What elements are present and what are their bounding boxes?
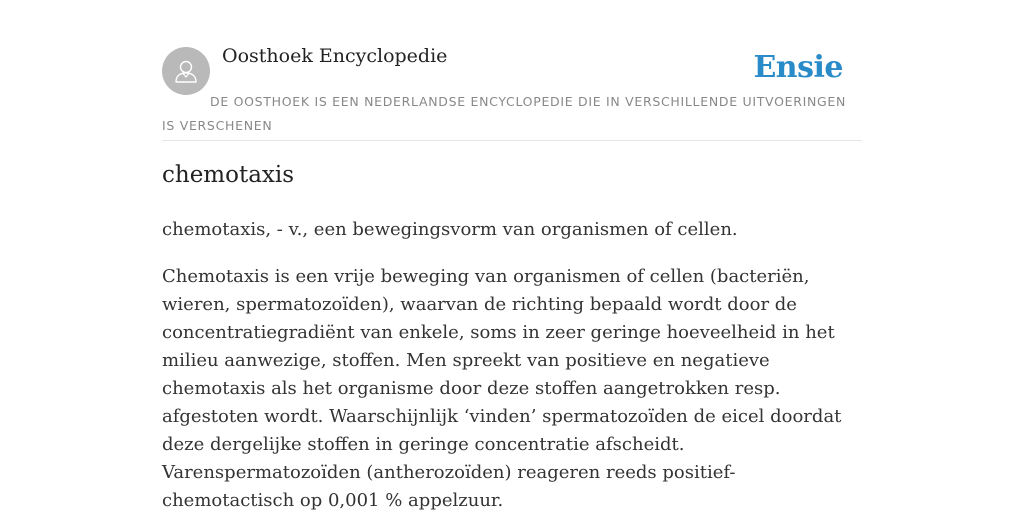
entry-body: Chemotaxis is een vrije beweging van organismen of cellen (bacteriën, wieren, spermatozoïden), waarvan de richting bepaald wordt door de concentratiegradiënt van enkele, soms in zeer geringe hoeveelheid in het milieu aanwezige, stoffen. Men spreekt van positieve en negatieve chemotaxis als het organisme door deze stoffen aangetrokken resp. afgestoten wordt. Waarschijnlijk ‘vinden’ spermatozoïden de eicel doordat deze dergelijke stoffen in geringe concentratie afscheidt. Varenspermatozoïden (antherozoïden) reageren reeds positief-chemotactisch op 0,001 % appelzuur. (162, 266, 842, 511)
entry-definition: chemotaxis, - v., een bewegingsvorm van organismen of cellen. (162, 219, 738, 240)
user-icon (172, 57, 200, 85)
site-name[interactable]: Oosthoek Encyclopedie (222, 45, 448, 67)
content (162, 0, 862, 511)
header (162, 0, 862, 141)
site-tagline: DE OOSTHOEK IS EEN NEDERLANDSE ENCYCLOPEDIE DIE IN VERSCHILLENDE UITVOERINGEN IS VERSCHENEN (162, 94, 847, 133)
avatar[interactable] (162, 47, 210, 95)
entry-title: chemotaxis (162, 162, 295, 188)
brand-logo-link[interactable]: Ensie (753, 50, 843, 85)
